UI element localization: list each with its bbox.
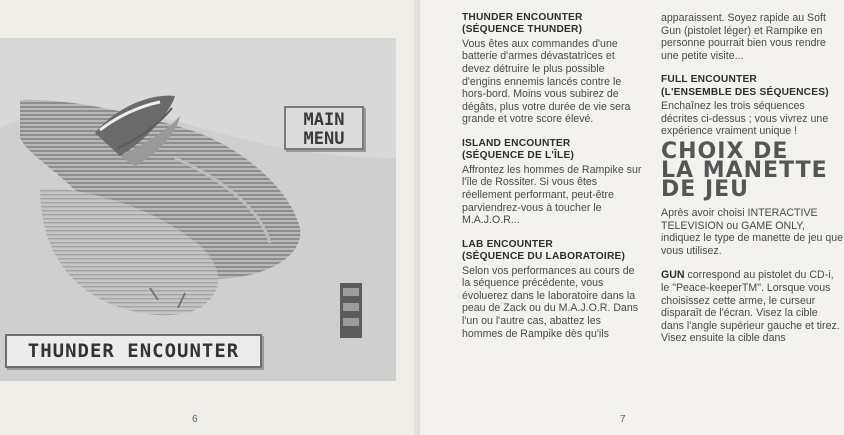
choice-body: Après avoir choisi INTERACTIVE TELEVISION ou GAME ONLY, indiquez le type de manette de jeu que vous utilisez. <box>661 206 843 257</box>
section-subheading: (SÉQUENCE DU LABORATOIRE) <box>462 251 626 263</box>
section-lab <box>462 239 642 340</box>
section-body: Affrontez les hommes de Rampike sur l'île de Rossiter. Si vous êtes réellement performant, peut-être parviendrez-vous à toucher le M.A.J.O.R... <box>462 163 642 227</box>
section-subheading: (L'ENSEMBLE DES SÉQUENCES) <box>661 86 829 98</box>
gun-body: correspond au pistolet du CD-i, le "Peace-keeperTM". Lorsque vous choisissez cette arme, le curseur disparaît de l'écran. Visez la cible dans l'angle supérieur gauche et tirez. Visez ensuite la cible dans <box>661 269 840 345</box>
section-body: Vous êtes aux commandes d'une batterie d'armes dévastatrices et devez détruire le plus possible d'engins ennemis lancés contre le hors-bord. Moins vous subirez de dégâts, plus votre durée de vie sera grande et votre score élevé. <box>462 37 631 126</box>
page-number-right: 7 <box>620 414 626 425</box>
title-line-1: CHOIX DE <box>661 138 789 164</box>
section-heading: LAB ENCOUNTER <box>462 238 553 250</box>
game-scene-art <box>0 38 396 381</box>
section-heading: FULL ENCOUNTER <box>661 74 757 86</box>
section-full <box>661 74 843 138</box>
game-screenshot <box>0 38 396 381</box>
section-thunder <box>462 12 642 126</box>
gun-paragraph <box>661 269 843 345</box>
section-heading: THUNDER ENCOUNTER <box>462 12 583 23</box>
page-number-left: 6 <box>192 414 198 425</box>
encounter-banner: THUNDER ENCOUNTER <box>5 334 262 368</box>
section-body: Selon vos performances au cours de la séquence précédente, vous évoluerez dans le laboratoire dans la peau de Zack ou du M.A.J.O.R. Dans l'un ou l'autre cas, abattez les hommes de Rampike dès qu'ils <box>462 264 639 340</box>
text-column-1 <box>462 12 642 352</box>
section-subheading: (SÉQUENCE DE L'ÎLE) <box>462 150 575 162</box>
section-island <box>462 138 642 227</box>
section-heading: ISLAND ENCOUNTER <box>462 137 571 149</box>
text-column-2 <box>661 12 843 345</box>
continuation-text: apparaissent. Soyez rapide au Soft Gun (pistolet léger) et Rampike en personne pourrait bien vous rendre une petite visite... <box>661 12 826 62</box>
section-body: Enchaînez les trois séquences décrites ci-dessus ; vous vivrez une expérience vraiment unique ! <box>661 100 829 138</box>
section-subheading: (SÉQUENCE THUNDER) <box>462 24 583 36</box>
gun-lead: GUN <box>661 269 685 282</box>
title-line-2: LA MANETTE <box>661 157 828 183</box>
left-page <box>0 0 420 435</box>
title-line-3: DE JEU <box>661 176 750 202</box>
menu-line-1: MAIN <box>303 110 345 130</box>
chapter-title <box>661 138 843 202</box>
main-menu-button <box>284 106 364 150</box>
menu-line-2: MENU <box>303 129 345 149</box>
